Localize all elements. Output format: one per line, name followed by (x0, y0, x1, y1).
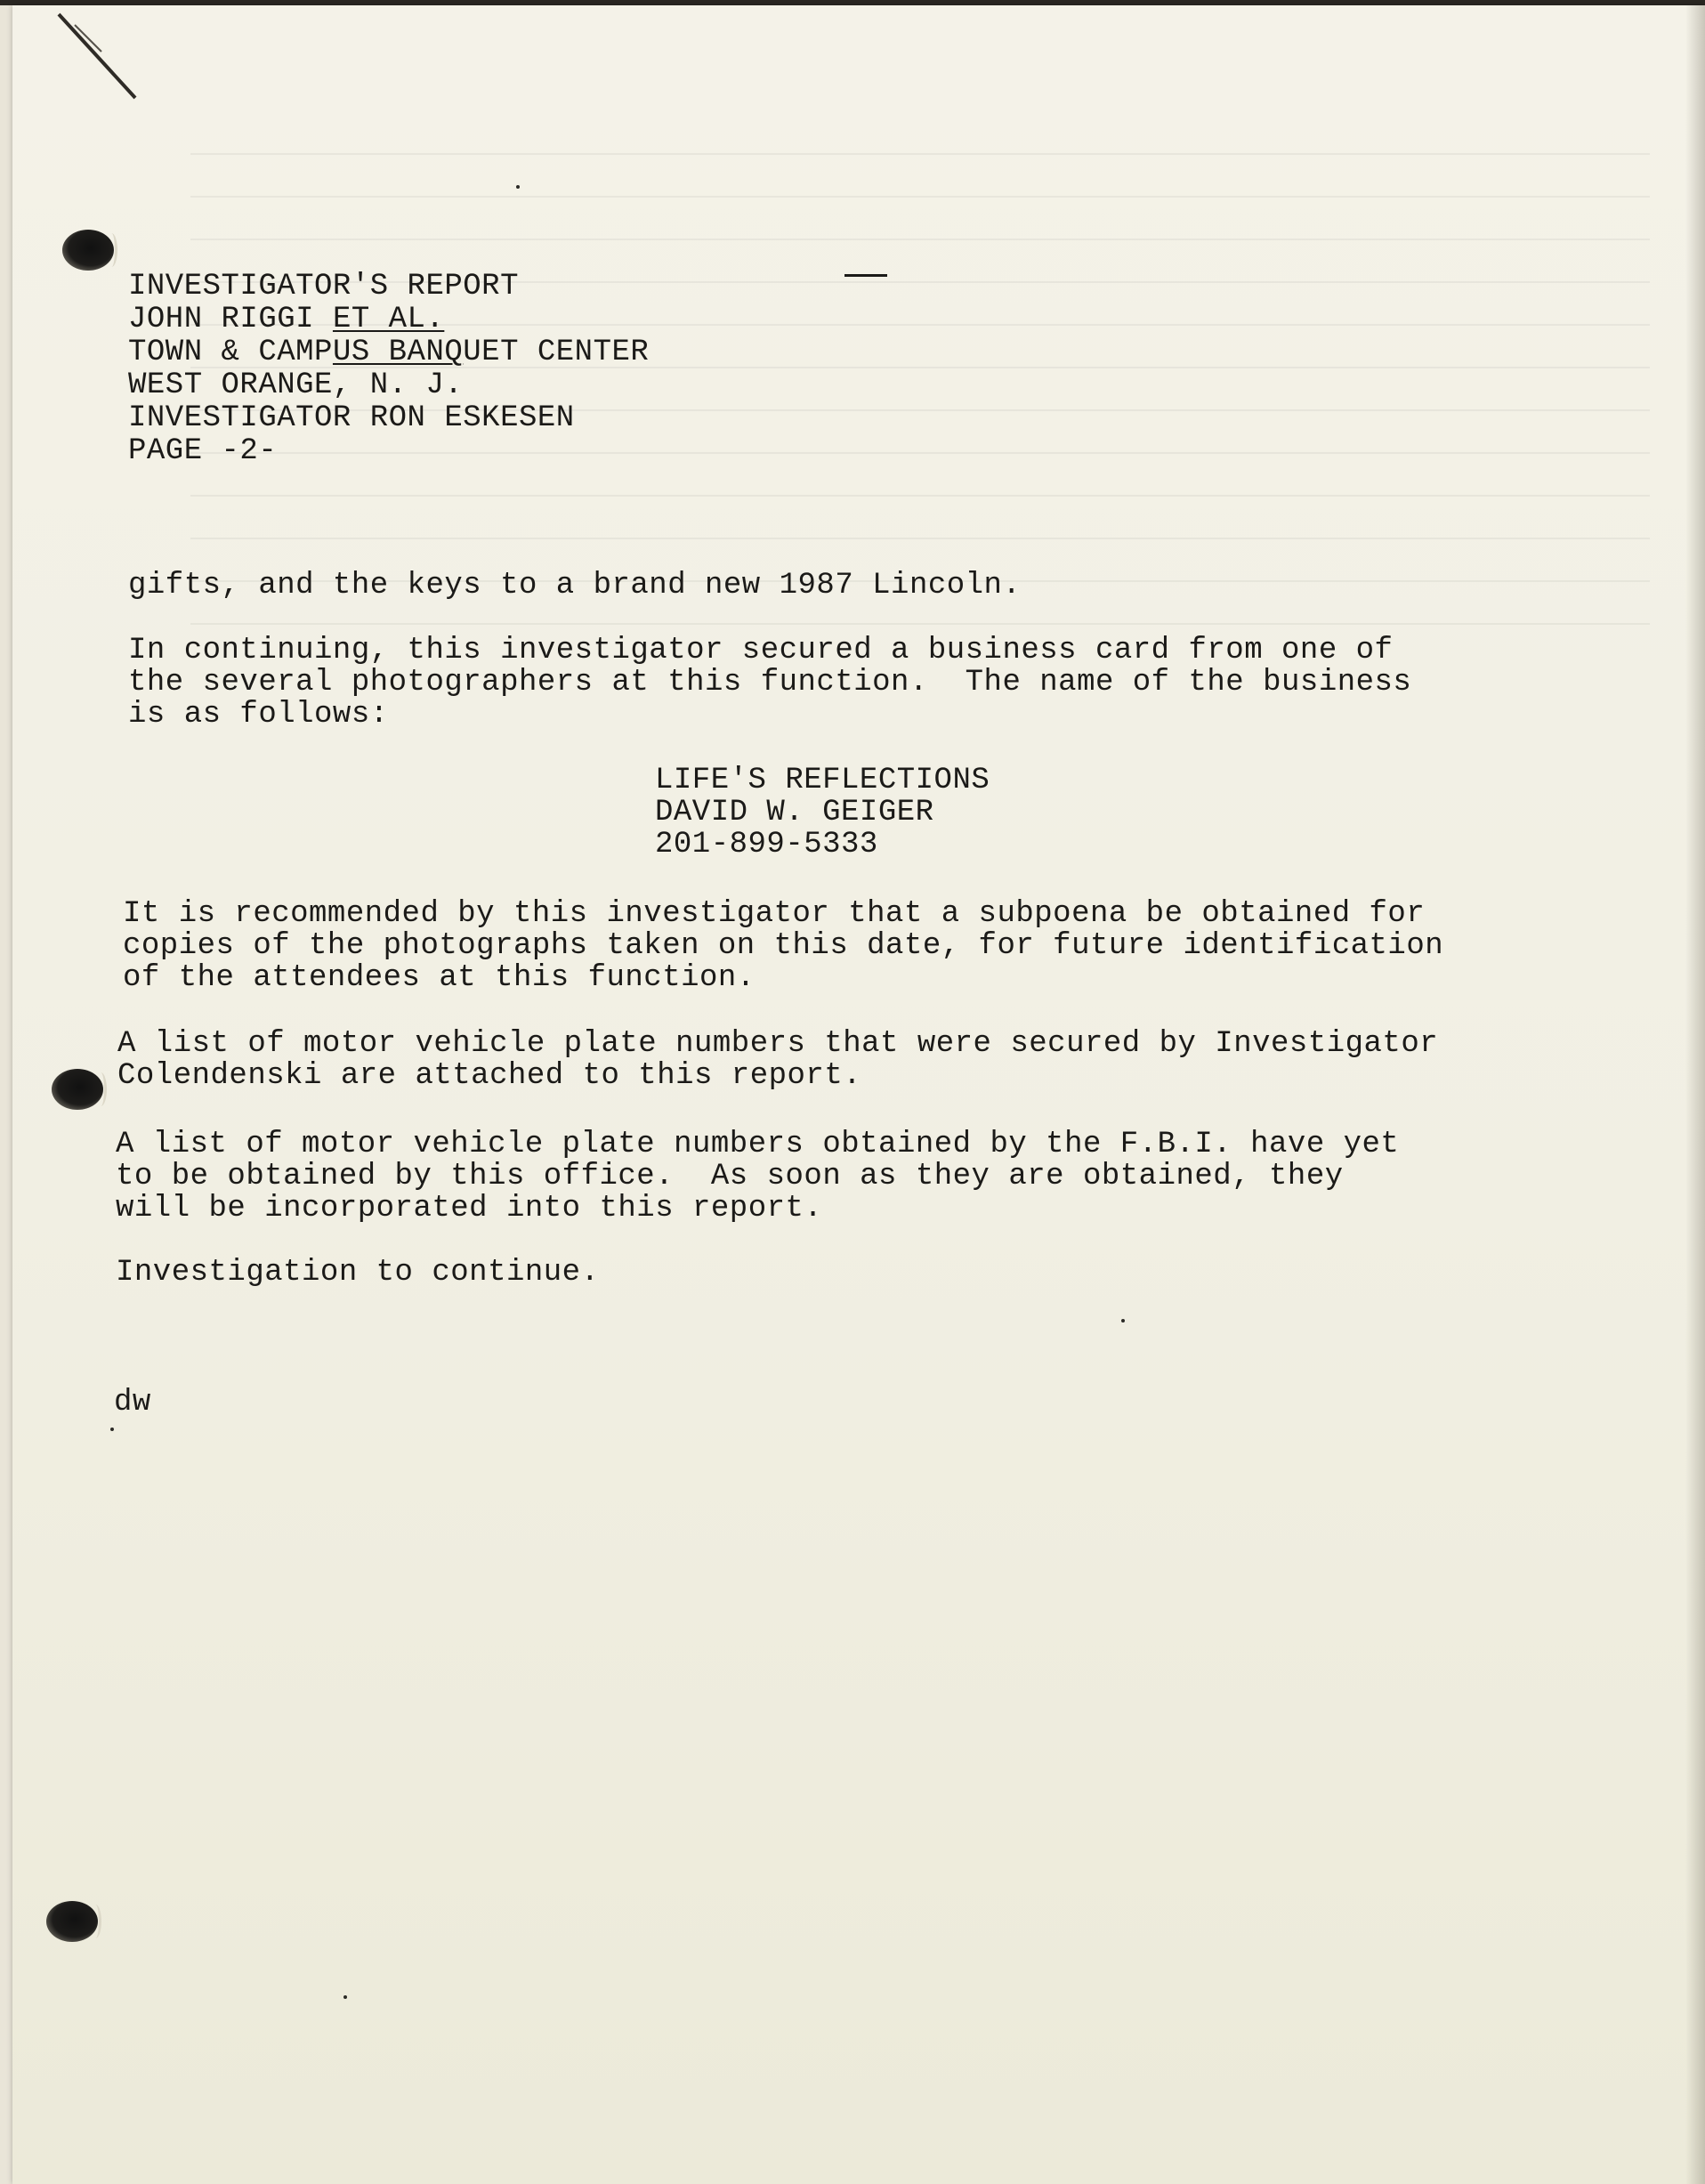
document-page (12, 5, 1705, 2184)
header-location: TOWN & CAMPUS BANQUET CENTER (128, 336, 650, 369)
punch-hole-middle (52, 1069, 103, 1110)
paper-speck (516, 185, 520, 189)
paper-speck (110, 1428, 114, 1431)
paper-speck (343, 1995, 347, 1999)
page-edge-shadow (1685, 5, 1705, 2184)
paragraph-gifts: gifts, and the keys to a brand new 1987 Lincoln. (128, 569, 1022, 603)
paragraph-plate-list-colendenski: A list of motor vehicle plate numbers that were secured by Investigator Colendenski are attached to this report. (117, 1027, 1439, 1093)
header-investigator: INVESTIGATOR RON ESKESEN (128, 401, 575, 435)
business-person: DAVID W. GEIGER (655, 796, 934, 829)
business-name: LIFE'S REFLECTIONS (655, 764, 990, 797)
punch-hole-bottom (46, 1901, 98, 1942)
report-header (128, 271, 649, 468)
paragraph-investigation-continue: Investigation to continue. (116, 1256, 600, 1290)
business-phone: 201-899-5333 (655, 828, 878, 861)
stray-dash-mark (844, 274, 887, 277)
paragraph-plate-list-fbi: A list of motor vehicle plate numbers obtained by the F.B.I. have yet to be obtained by this office. As soon as they are obtained, they will be incorporated into this report. (116, 1128, 1400, 1225)
paper-speck (1121, 1319, 1125, 1323)
typist-initials: dw (114, 1386, 151, 1420)
header-subject: JOHN RIGGI ET AL. (128, 303, 445, 336)
header-title: INVESTIGATOR'S REPORT (128, 270, 519, 303)
punch-hole-top (62, 230, 114, 271)
header-page-number: PAGE -2- (128, 434, 278, 468)
header-city: WEST ORANGE, N. J. (128, 368, 464, 402)
business-card-details (655, 764, 990, 861)
paragraph-business-card: In continuing, this investigator secured a business card from one of the several photographers at this function. The name of the business is as follows: (128, 634, 1412, 732)
paragraph-subpoena: It is recommended by this investigator that a subpoena be obtained for copies of the photographs taken on this date, for future identification of the attendees at this function. (123, 897, 1444, 995)
staple-mark (48, 9, 155, 107)
